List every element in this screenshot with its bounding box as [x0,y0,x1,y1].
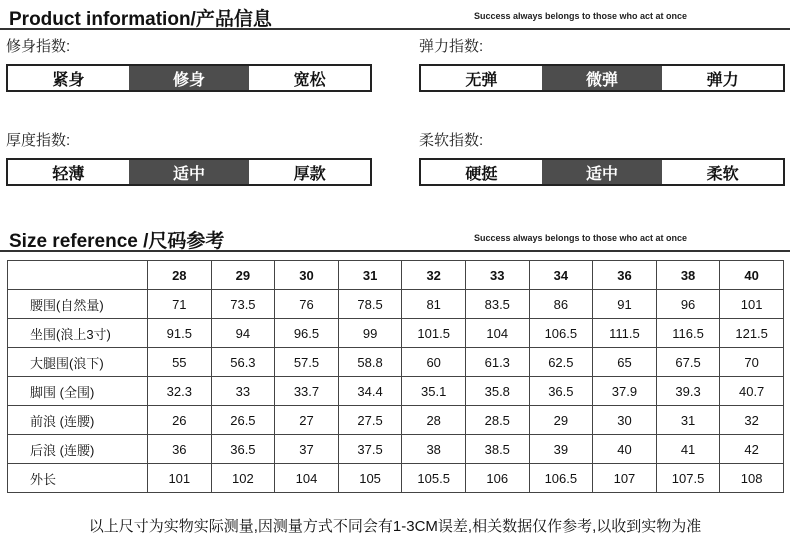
measurement-value-cell: 37.9 [593,377,657,406]
measurement-value-cell: 102 [211,464,275,493]
fit-index-label: 修身指数: [6,38,71,55]
measurement-value-cell: 121.5 [720,319,784,348]
measurement-value-cell: 62.5 [529,348,593,377]
measurement-value-cell: 33 [211,377,275,406]
measurement-value-cell: 106 [465,464,529,493]
measurement-value-cell: 61.3 [465,348,529,377]
softness-index [419,130,785,186]
softness-index-label: 柔软指数: [419,132,484,149]
measurement-value-cell: 28 [402,406,466,435]
measurement-value-cell: 104 [275,464,339,493]
size-reference-title: Size reference /尺码参考 [9,231,225,252]
size-header-cell: 40 [720,261,784,290]
index-option-selected: 微弹 [542,66,663,90]
measurement-value-cell: 58.8 [338,348,402,377]
measurement-value-cell: 27.5 [338,406,402,435]
measurement-value-cell: 86 [529,290,593,319]
measurement-value-cell: 36 [148,435,212,464]
thickness-index-label: 厚度指数: [6,132,71,149]
measurement-value-cell: 111.5 [593,319,657,348]
table-row [8,406,784,435]
index-option: 宽松 [249,66,370,90]
measurement-value-cell: 101 [148,464,212,493]
size-reference-slogan: Success always belongs to those who act at once [474,233,688,243]
measurement-value-cell: 33.7 [275,377,339,406]
measurement-value-cell: 94 [211,319,275,348]
index-option-selected: 修身 [129,66,250,90]
measurement-value-cell: 36.5 [529,377,593,406]
measurement-value-cell: 106.5 [529,319,593,348]
measurement-value-cell: 35.1 [402,377,466,406]
measurement-value-cell: 76 [275,290,339,319]
product-info-slogan: Success always belongs to those who act at once [474,11,688,21]
measurement-value-cell: 71 [148,290,212,319]
index-option: 柔软 [662,160,783,184]
measurement-value-cell: 105.5 [402,464,466,493]
size-header-cell: 36 [593,261,657,290]
corner-cell [8,261,148,290]
measurement-value-cell: 30 [593,406,657,435]
measurement-value-cell: 96 [656,290,720,319]
index-option: 厚款 [249,160,370,184]
measurement-value-cell: 116.5 [656,319,720,348]
measurement-value-cell: 70 [720,348,784,377]
measurement-value-cell: 81 [402,290,466,319]
measurement-value-cell: 83.5 [465,290,529,319]
size-table-body [8,290,784,493]
measurement-value-cell: 37 [275,435,339,464]
measurement-name-cell: 后浪 (连腰) [8,435,148,464]
index-option-selected: 适中 [129,160,250,184]
fit-index [6,36,372,92]
measurement-value-cell: 36.5 [211,435,275,464]
product-info-title: Product information/产品信息 [9,9,272,30]
size-header-cell: 38 [656,261,720,290]
measurement-value-cell: 38.5 [465,435,529,464]
table-row [8,435,784,464]
size-header-cell: 29 [211,261,275,290]
measurement-value-cell: 41 [656,435,720,464]
measurement-value-cell: 35.8 [465,377,529,406]
measurement-name-cell: 大腿围(浪下) [8,348,148,377]
thickness-index-bar [6,158,372,186]
measurement-value-cell: 38 [402,435,466,464]
measurement-value-cell: 56.3 [211,348,275,377]
size-header-cell: 28 [148,261,212,290]
index-option-selected: 适中 [542,160,663,184]
measurement-value-cell: 67.5 [656,348,720,377]
index-option: 无弹 [421,66,542,90]
measurement-value-cell: 106.5 [529,464,593,493]
header-divider [0,250,790,252]
measurement-value-cell: 26 [148,406,212,435]
thickness-index [6,130,372,186]
index-option: 紧身 [8,66,129,90]
table-row [8,290,784,319]
measurement-value-cell: 32.3 [148,377,212,406]
index-option: 轻薄 [8,160,129,184]
measurement-value-cell: 29 [529,406,593,435]
measurement-value-cell: 78.5 [338,290,402,319]
measurement-value-cell: 101 [720,290,784,319]
measurement-name-cell: 脚围 (全围) [8,377,148,406]
measurement-name-cell: 外长 [8,464,148,493]
measurement-value-cell: 99 [338,319,402,348]
size-header-cell: 31 [338,261,402,290]
measurement-value-cell: 39 [529,435,593,464]
size-header-cell: 34 [529,261,593,290]
measurement-value-cell: 101.5 [402,319,466,348]
header-divider [0,28,790,30]
measurement-value-cell: 28.5 [465,406,529,435]
measurement-value-cell: 55 [148,348,212,377]
index-option: 硬挺 [421,160,542,184]
measurement-value-cell: 31 [656,406,720,435]
size-header-row [8,261,784,290]
measurement-value-cell: 91.5 [148,319,212,348]
measurement-value-cell: 60 [402,348,466,377]
measurement-value-cell: 32 [720,406,784,435]
measurement-value-cell: 91 [593,290,657,319]
measurement-value-cell: 42 [720,435,784,464]
measurement-value-cell: 65 [593,348,657,377]
measurement-value-cell: 34.4 [338,377,402,406]
measurement-value-cell: 37.5 [338,435,402,464]
table-row [8,348,784,377]
size-header-cell: 33 [465,261,529,290]
stretch-index [419,36,785,92]
measurement-footnote: 以上尺寸为实物实际测量,因测量方式不同会有1-3CM误差,相关数据仅作参考,以收到实物为准 [88,518,702,535]
size-header-cell: 32 [402,261,466,290]
size-header-cell: 30 [275,261,339,290]
measurement-value-cell: 73.5 [211,290,275,319]
size-reference-header [0,222,790,252]
product-info-header [0,0,790,30]
fit-index-bar [6,64,372,92]
measurement-value-cell: 96.5 [275,319,339,348]
measurement-value-cell: 104 [465,319,529,348]
measurement-name-cell: 前浪 (连腰) [8,406,148,435]
measurement-value-cell: 39.3 [656,377,720,406]
stretch-index-label: 弹力指数: [419,38,484,55]
measurement-value-cell: 107.5 [656,464,720,493]
measurement-value-cell: 27 [275,406,339,435]
measurement-value-cell: 108 [720,464,784,493]
stretch-index-bar [419,64,785,92]
measurement-name-cell: 腰围(自然量) [8,290,148,319]
table-row [8,377,784,406]
table-row [8,464,784,493]
measurement-value-cell: 105 [338,464,402,493]
table-row [8,319,784,348]
measurement-value-cell: 107 [593,464,657,493]
softness-index-bar [419,158,785,186]
size-table [7,260,784,493]
measurement-value-cell: 40 [593,435,657,464]
measurement-value-cell: 26.5 [211,406,275,435]
measurement-value-cell: 57.5 [275,348,339,377]
measurement-name-cell: 坐围(浪上3寸) [8,319,148,348]
index-option: 弹力 [662,66,783,90]
measurement-value-cell: 40.7 [720,377,784,406]
